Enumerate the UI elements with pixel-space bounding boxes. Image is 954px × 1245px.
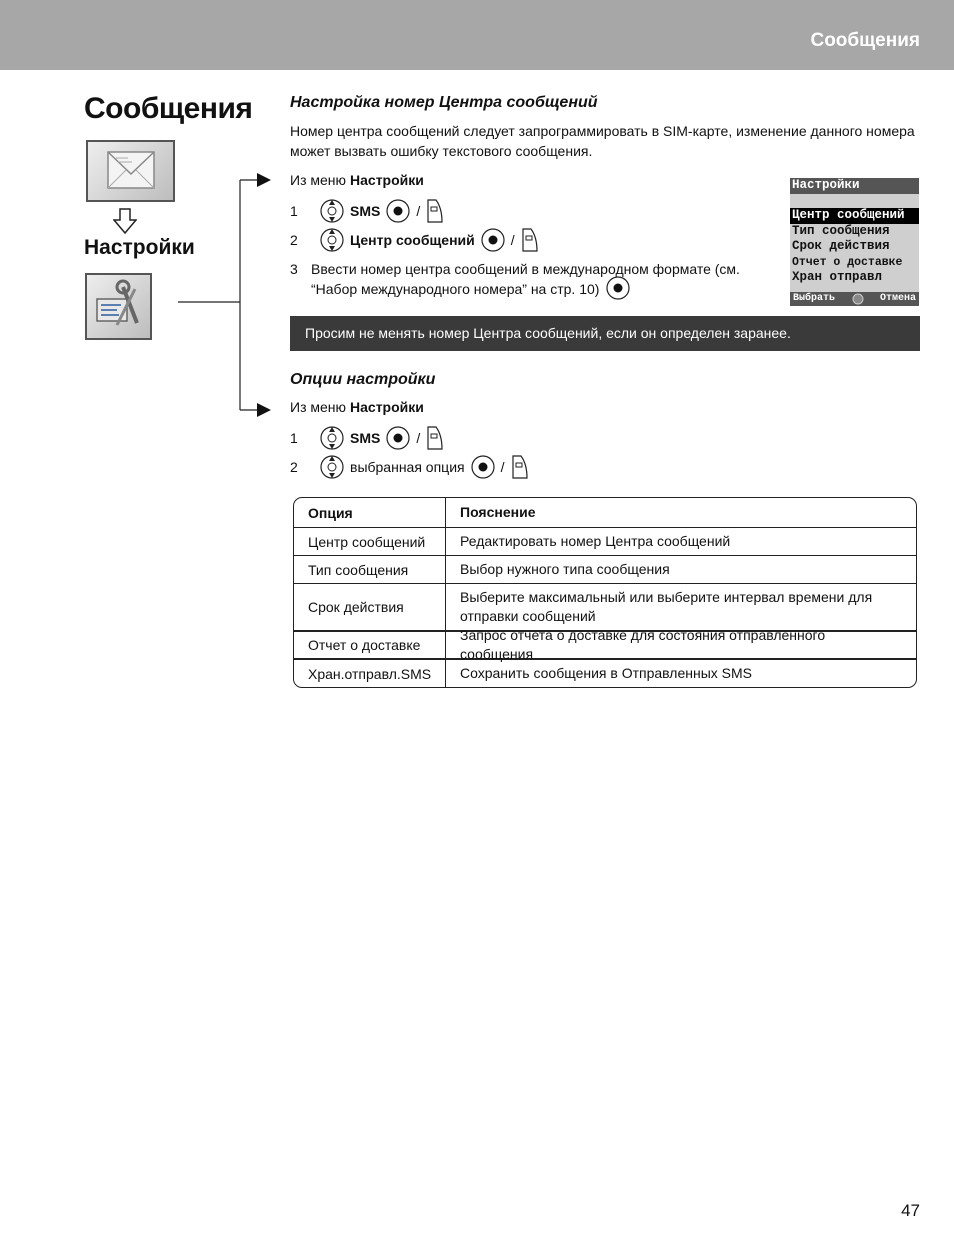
connector-lines [170,170,280,420]
step-number: 1 [290,430,298,446]
settings-tools-icon [85,273,152,340]
table-cell: Тип сообщения [294,556,446,583]
menu-path-prefix: Из меню [290,172,347,188]
slash: / [416,203,421,219]
ok-key-icon [386,426,410,450]
ok-key-icon [386,199,410,223]
step-text [311,259,785,300]
section1-heading: Настройка номер Центра сообщений [290,94,598,111]
nav-indicator-icon [851,292,865,306]
section2-step-2 [290,454,529,480]
pointer-arrow-icon [257,173,271,187]
table-row [294,627,916,662]
soft-key-icon [426,425,444,451]
step-number: 3 [290,261,298,277]
table-cell: Выбор нужного типа сообщения [460,561,670,577]
left-softkey-label: Выбрать [793,293,836,304]
section1-intro: Номер центра сообщений следует запрограммировать в SIM-карте, изменение данного номера может вызвать ошибку текстового сообщения. [290,123,915,159]
slash: / [500,459,505,475]
screen-softkeys [790,292,919,306]
nav-key-icon [320,227,344,253]
table-cell: Выберите максимальный или выберите интервал времени для отправки сообщений [460,589,873,624]
table-header-cell: Опция [294,498,446,527]
nav-key-icon [320,454,344,480]
menu-path-name: Настройки [350,172,424,188]
settings-subtitle: Настройки [84,236,195,259]
section1-menu-path [290,172,424,188]
step-label: Центр сообщений [350,232,475,248]
soft-key-icon [511,454,529,480]
step-number: 2 [290,459,298,475]
step-label: SMS [350,203,381,219]
section2-heading: Опции настройки [290,371,436,388]
options-table [293,497,917,688]
nav-key-icon [320,198,344,224]
pointer-arrow-icon [257,403,271,417]
section2-step-1 [290,425,444,451]
table-cell: Срок действия [294,584,446,630]
menu-path-prefix: Из меню [290,399,347,415]
page-title: Сообщения [84,92,253,125]
step-label: SMS [350,430,381,446]
warning-note: Просим не менять номер Центра сообщений, если он определен заранее. [290,316,920,351]
section2-menu-path [290,399,424,415]
table-row [294,527,916,555]
table-cell: Хран.отправл.SMS [294,660,446,687]
header-bar [0,0,954,70]
ok-key-icon [481,228,505,252]
slash: / [416,430,421,446]
table-cell: Отчет о доставке [294,632,446,658]
page-number: 47 [901,1201,920,1220]
table-header-cell: Пояснение [460,504,536,520]
phone-screen [790,178,919,306]
screen-item: Срок действия [792,239,890,253]
screen-title: Настройки [790,178,919,194]
table-row [294,555,916,583]
screen-item: Тип сообщения [792,223,890,238]
screen-item: Отчет о доставке [792,255,903,269]
nav-key-icon [320,425,344,451]
table-cell: Редактировать номер Центра сообщений [460,533,731,549]
section1-step-2 [290,227,539,253]
table-header-row [294,498,916,527]
ok-key-icon [471,455,495,479]
step-number: 1 [290,203,298,219]
table-cell: Центр сообщений [294,528,446,555]
soft-key-icon [521,227,539,253]
section1-step-1 [290,198,444,224]
section-title: Сообщения [810,30,920,51]
table-cell: Сохранить сообщения в Отправленных SMS [460,665,752,681]
soft-key-icon [426,198,444,224]
section1-step-3 [290,259,785,300]
step-number: 2 [290,232,298,248]
hollow-down-arrow-icon [113,208,137,234]
table-row [294,658,916,687]
step-label: выбранная опция [350,459,465,475]
table-cell: Запрос отчета о доставке для состояния отправленного сообщения [460,627,826,662]
ok-key-icon [606,276,630,300]
table-row [294,583,916,630]
screen-item: Хран отправл [792,270,883,284]
step3-text: Ввести номер центра сообщений в международном формате (см. “Набор международного номера” на стр. 10) [311,261,740,297]
messages-envelope-icon [86,140,175,202]
menu-path-name: Настройки [350,399,424,415]
right-softkey-label: Отмена [879,293,916,304]
slash: / [510,232,515,248]
screen-item-selected: Центр сообщений [790,208,919,224]
